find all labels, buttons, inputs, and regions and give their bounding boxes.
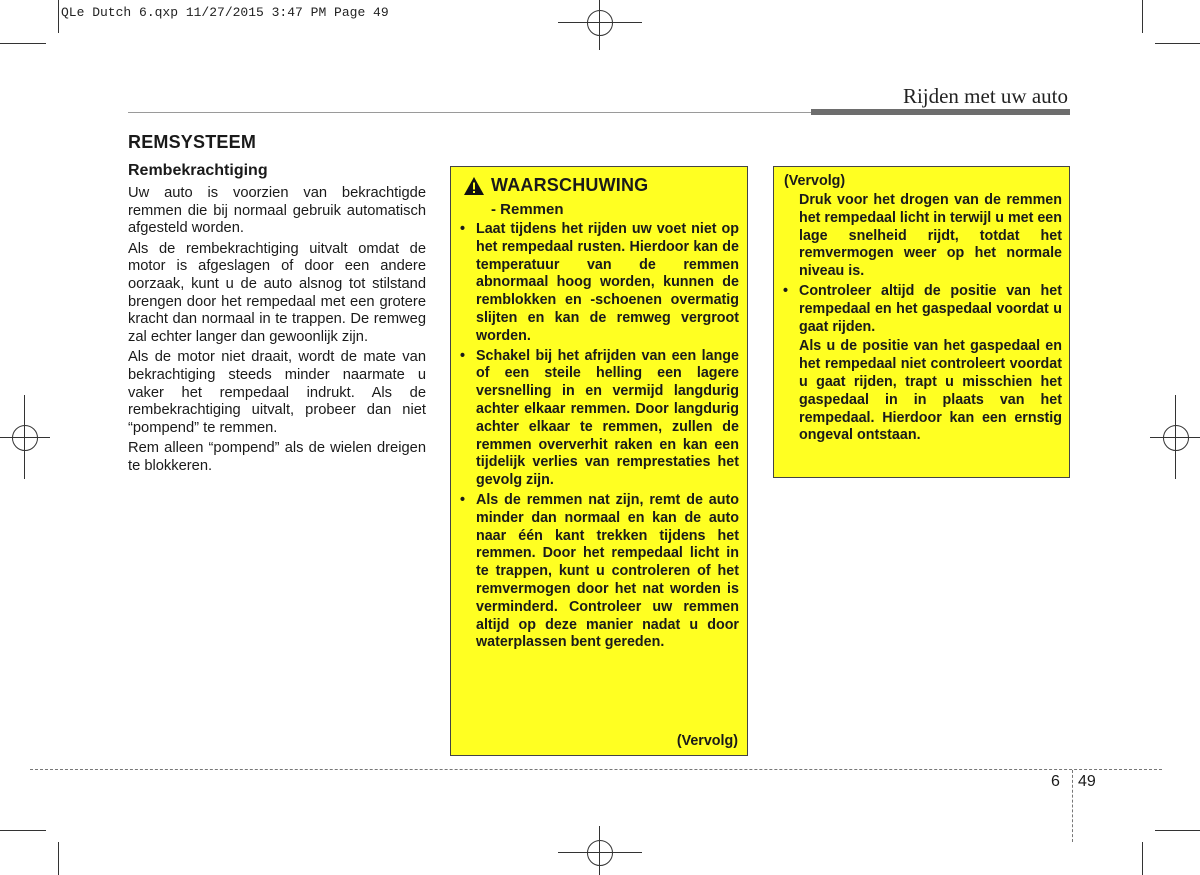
section-subtitle: Rembekrachtiging <box>128 162 268 179</box>
warning-title: WAARSCHUWING <box>491 175 649 195</box>
registration-mark-icon <box>0 395 50 479</box>
paragraph: Als de motor niet draait, wordt de mate van bekrachtiging steeds minder naarmate u vaker het rempedaal indrukt. Als de rembekrachtiging uitvalt, probeer dan niet “pompend” te remmen. <box>128 349 426 436</box>
paragraph: Uw auto is voorzien van bekrachtigde remmen die bij normaal gebruik automatisch afgesteld worden. <box>128 185 426 237</box>
paragraph: Rem alleen “pompend” als de wielen dreigen te blokkeren. <box>128 440 426 474</box>
crop-mark <box>0 830 46 831</box>
footer-divider <box>1072 770 1073 842</box>
list-item: • Als de remmen nat zijn, remt de auto minder dan normaal en kan de auto naar één kant trekken tijdens het remmen. Door het rempedaal licht in te trappen, kunt u controleren of het remvermogen door het nat worden is verminderd. Controleer uw remmen altijd op deze manier nadat u door waterplassen bent gereden. <box>460 491 739 651</box>
bullet-icon: • <box>460 347 466 364</box>
continued-label: (Vervolg) <box>784 173 846 189</box>
body-text <box>128 185 426 479</box>
warning-box-continued <box>773 166 1070 478</box>
bullet-icon: • <box>460 491 466 508</box>
crop-mark <box>1142 0 1143 33</box>
registration-mark-icon <box>1150 395 1200 479</box>
header-rule <box>128 112 814 113</box>
registration-mark-icon <box>558 0 642 50</box>
list-item-continued: Druk voor het drogen van de remmen het rempedaal licht in terwijl u met een lage snelheid rijdt, totdat het remvermogen weer op het normale niveau is. <box>799 192 1062 280</box>
warning-list <box>460 221 739 654</box>
list-item: • Laat tijdens het rijden uw voet niet op het rempedaal rusten. Hierdoor kan de temperatuur van de remmen abnormaal hoog worden, kunnen de remblokken en -schoenen overmatig slijten en kan de remweg vergroot worden. <box>460 221 739 344</box>
footer-rule <box>30 769 1162 770</box>
warning-list <box>783 192 1062 447</box>
crop-mark <box>58 842 59 875</box>
continued-label: (Vervolg) <box>676 733 738 749</box>
page-title: REMSYSTEEM <box>128 132 257 152</box>
registration-mark-icon <box>558 826 642 875</box>
crop-mark <box>0 43 46 44</box>
bullet-icon: • <box>783 282 789 299</box>
header-rule-accent <box>811 109 1070 115</box>
crop-mark <box>1142 842 1143 875</box>
paragraph: Als de rembekrachtiging uitvalt omdat de motor is afgeslagen of door een andere oorzaak, kunt u de auto alsnog tot stilstand brengen door het rempedaal met een grotere kracht dan normaal in te trappen. De remweg zal echter langer dan gewoonlijk zijn. <box>128 240 426 345</box>
print-slug: QLe Dutch 6.qxp 11/27/2015 3:47 PM Page 49 <box>61 5 389 20</box>
crop-mark <box>1155 43 1200 44</box>
page-number: 49 <box>1078 773 1096 790</box>
bullet-icon: • <box>460 221 466 237</box>
crop-mark <box>1155 830 1200 831</box>
list-item: • Controleer altijd de positie van het rempedaal en het gaspedaal voordat u gaat rijden. <box>783 282 1062 335</box>
list-item-continued: Als u de positie van het gaspedaal en het rempedaal niet controleert voordat u gaat rijden, trapt u misschien het gaspedaal in in plaats van het rempedaal. Hierdoor kan een ernstig ongeval ontstaan. <box>799 338 1062 444</box>
warning-triangle-icon <box>463 176 485 196</box>
warning-subtitle: - Remmen <box>491 201 564 218</box>
chapter-number: 6 <box>1051 773 1060 790</box>
list-item: • Schakel bij het afrijden van een lange of een steile helling een lagere versnelling in en vermijd langdurig achter elkaar remmen. Door langdurig achter elkaar te remmen, zullen de remmen oververhit raken en kan een tijdelijk verlies van remprestaties het gevolg zijn. <box>460 347 739 489</box>
section-header: Rijden met uw auto <box>902 84 1068 108</box>
warning-box <box>450 166 748 756</box>
crop-mark <box>58 0 59 33</box>
warning-header <box>463 175 648 196</box>
